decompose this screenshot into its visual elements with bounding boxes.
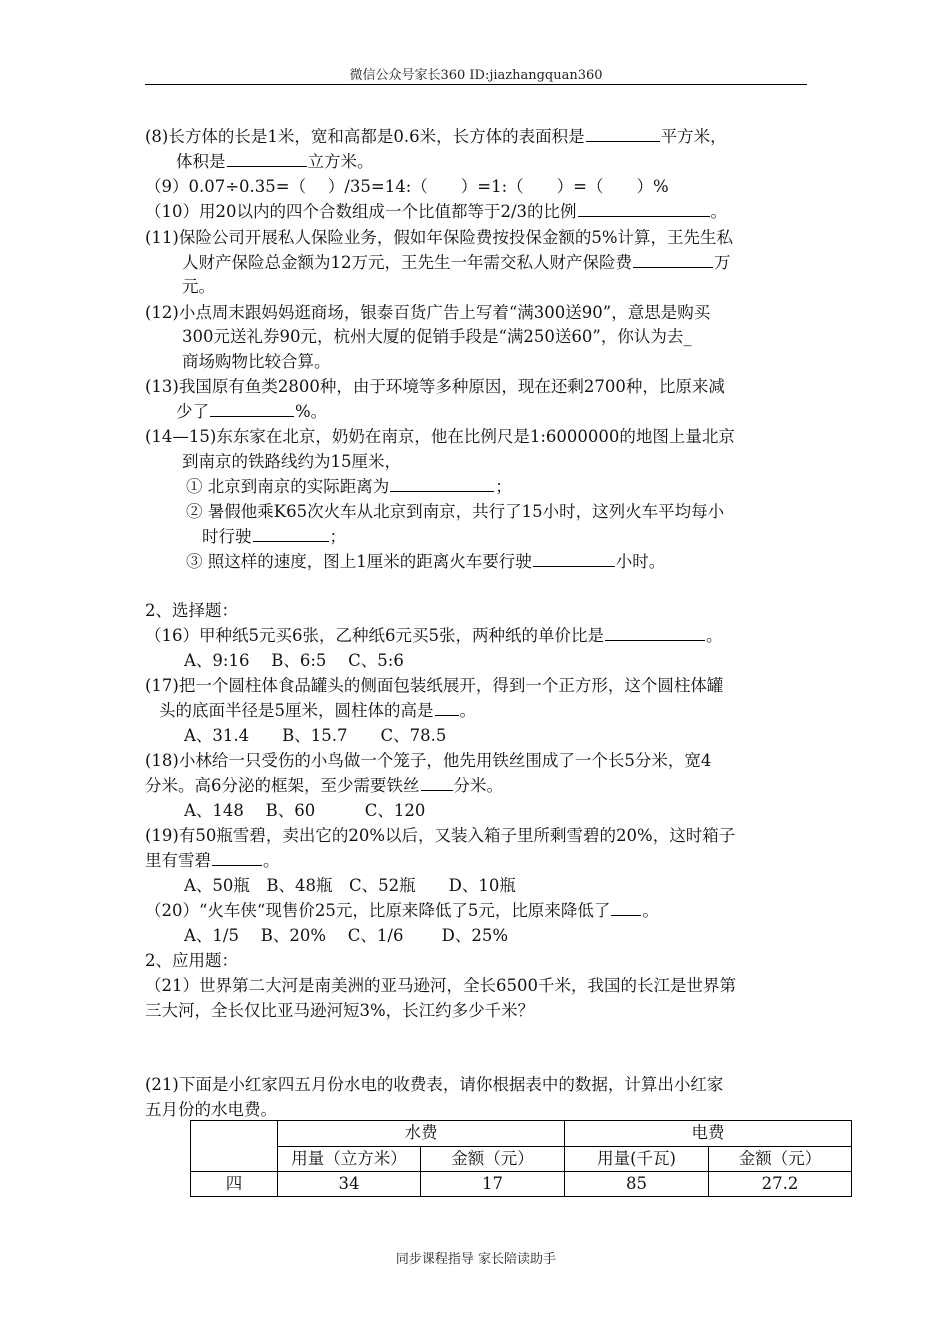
q11-line3: 元。 — [182, 277, 215, 296]
page-footer: 同步课程指导 家长陪读助手 — [395, 1252, 557, 1267]
q8-line2 — [176, 150, 374, 174]
utility-fee-table — [190, 1120, 852, 1197]
q16-text: （16）甲种纸5元买6张，乙种纸6元买5张，两种纸的单价比是 — [145, 626, 604, 645]
answer-blank[interactable] — [586, 125, 660, 142]
q19-options: A、50瓶 B、48瓶 C、52瓶 D、10瓶 — [184, 876, 516, 895]
q12-line2: 300元送礼券90元，杭州大厦的促销手段是“满250送60”，你认为去_ — [182, 327, 692, 346]
water-amount-header: 金额（元） — [421, 1146, 565, 1172]
q18-text: 分米。高6分泌的框架，至少需要铁丝 — [145, 776, 420, 795]
table-row — [191, 1172, 852, 1197]
q13-unit: %。 — [295, 402, 328, 421]
water-amount-cell: 17 — [421, 1172, 565, 1197]
q10-text: （10）用20以内的四个合数组成一个比值都等于2/3的比例 — [145, 202, 577, 221]
q19-text: 里有雪碧 — [145, 851, 211, 870]
section-application-heading: 2、应用题： — [145, 951, 238, 970]
answer-blank[interactable] — [611, 899, 641, 916]
q18-line1: (18)小林给一只受伤的小鸟做一个笼子，他先用铁丝围成了一个长5分米，宽4 — [145, 751, 712, 770]
q21a-line2: 三大河，全长仅比亚马逊河短3%，长江约多少千米？ — [145, 1001, 535, 1020]
page-header: 微信公众号家长360 ID:jiazhangquan360 — [349, 68, 603, 83]
answer-blank[interactable] — [633, 251, 713, 268]
answer-blank[interactable] — [605, 624, 705, 641]
q20-line — [145, 899, 659, 923]
q16-options: A、9:16 B、6:5 C、5:6 — [184, 651, 404, 670]
q14-sub3-text: ③ 照这样的速度，图上1厘米的距离火车要行驶 — [186, 552, 532, 571]
q20-end: 。 — [642, 901, 659, 920]
q17-text: 头的底面半径是5厘米，圆柱体的高是 — [159, 701, 434, 720]
water-fee-header: 水费 — [278, 1121, 565, 1147]
q14-sub1-text: ① 北京到南京的实际距离为 — [186, 477, 390, 496]
q14-sub2-end: ； — [329, 527, 346, 546]
water-usage-cell: 34 — [278, 1172, 421, 1197]
table-header-row — [191, 1121, 852, 1147]
q14-sub3-end: 小时。 — [615, 552, 666, 571]
q10-line — [145, 200, 727, 224]
q17-options: A、31.4 B、15.7 C、78.5 — [184, 726, 447, 745]
q21b-line1: (21)下面是小红家四五月份水电的收费表，请你根据表中的数据，计算出小红家 — [145, 1075, 724, 1094]
header-divider — [145, 84, 807, 85]
q13-line2 — [176, 400, 327, 424]
q12-line3: 商场购物比较合算。 — [182, 352, 331, 371]
q8-text: (8)长方体的长是1米，宽和高都是0.6米，长方体的表面积是 — [145, 127, 585, 146]
q18-line2 — [145, 774, 503, 798]
power-usage-cell: 85 — [565, 1172, 709, 1197]
water-usage-header: 用量（立方米） — [278, 1146, 421, 1172]
q17-line1: (17)把一个圆柱体食品罐头的侧面包装纸展开，得到一个正方形，这个圆柱体罐 — [145, 676, 724, 695]
answer-blank[interactable] — [578, 200, 710, 217]
q11-line2 — [182, 251, 731, 275]
q14-sub1-end: ； — [495, 477, 512, 496]
q19-line2 — [145, 849, 280, 873]
q8-unit: 平方米， — [660, 127, 727, 146]
q13-line1: (13)我国原有鱼类2800种，由于环境等多种原因，现在还剩2700种，比原来减 — [145, 377, 725, 396]
q8-unit2: 立方米。 — [307, 152, 374, 171]
q8-line1 — [145, 125, 727, 149]
q20-text: （20）“火车侠“现售价25元，比原来降低了5元，比原来降低了 — [145, 901, 611, 920]
q14-sub2-text: 时行驶 — [202, 527, 252, 546]
q16-line — [145, 624, 723, 648]
answer-blank[interactable] — [253, 525, 329, 542]
q19-line1: (19)有50瓶雪碧，卖出它的20%以后，又装入箱子里所剩雪碧的20%，这时箱子 — [145, 826, 736, 845]
answer-blank[interactable] — [390, 475, 494, 492]
q14-sub2: ② 暑假他乘K65次火车从北京到南京，共行了15小时，这列火车平均每小 — [186, 502, 725, 521]
power-usage-header: 用量(千瓦) — [565, 1146, 709, 1172]
q18-end: 分米。 — [453, 776, 503, 795]
q20-options: A、1/5 B、20% C、1/6 D、25% — [184, 926, 509, 945]
answer-blank[interactable] — [435, 699, 459, 716]
q14-line1: (14—15)东东家在北京，奶奶在南京，他在比例尺是1:6000000的地图上量北京 — [145, 427, 735, 446]
section-choice-heading: 2、选择题： — [145, 601, 238, 620]
q9-line: （9）0.07÷0.35=（ ）/35=14:（ ）=1:（ ）=（ ）% — [145, 177, 669, 196]
q18-options: A、148 B、60 C、120 — [184, 801, 426, 820]
q11-line1: (11)保险公司开展私人保险业务，假如年保险费按投保金额的5%计算，王先生私 — [145, 228, 734, 247]
q11-text: 人财产保险总金额为12万元，王先生一年需交私人财产保险费 — [182, 253, 632, 272]
q19-end: 。 — [263, 851, 280, 870]
month-label-cell: 四 — [191, 1172, 278, 1197]
answer-blank[interactable] — [210, 400, 294, 417]
q16-end: 。 — [706, 626, 723, 645]
q21a-line1: （21）世界第二大河是南美洲的亚马逊河，全长6500千米，我国的长江是世界第 — [145, 976, 736, 995]
power-amount-header: 金额（元） — [709, 1146, 852, 1172]
q17-line2 — [159, 699, 476, 723]
power-amount-cell: 27.2 — [709, 1172, 852, 1197]
answer-blank[interactable] — [212, 849, 262, 866]
q12-line1: (12)小点周末跟妈妈逛商场，银泰百货广告上写着“满300送90”，意思是购买 — [145, 303, 711, 322]
table-subheader-row — [191, 1146, 852, 1172]
table-corner-cell — [191, 1121, 278, 1172]
q13-text: 少了 — [176, 402, 209, 421]
q17-end: 。 — [459, 701, 476, 720]
answer-blank[interactable] — [533, 550, 615, 567]
q10-end: 。 — [710, 202, 728, 221]
answer-blank[interactable] — [227, 150, 307, 167]
q8-text2: 体积是 — [176, 152, 226, 171]
q14-sub2-cont — [202, 525, 346, 549]
answer-blank[interactable] — [421, 774, 453, 791]
q14-line2: 到南京的铁路线约为15厘米， — [182, 452, 401, 471]
power-fee-header: 电费 — [565, 1121, 852, 1147]
q14-sub1 — [186, 475, 512, 499]
q14-sub3 — [186, 550, 665, 574]
q11-unit: 万 — [714, 253, 731, 272]
q21b-line2: 五月份的水电费。 — [145, 1100, 277, 1119]
